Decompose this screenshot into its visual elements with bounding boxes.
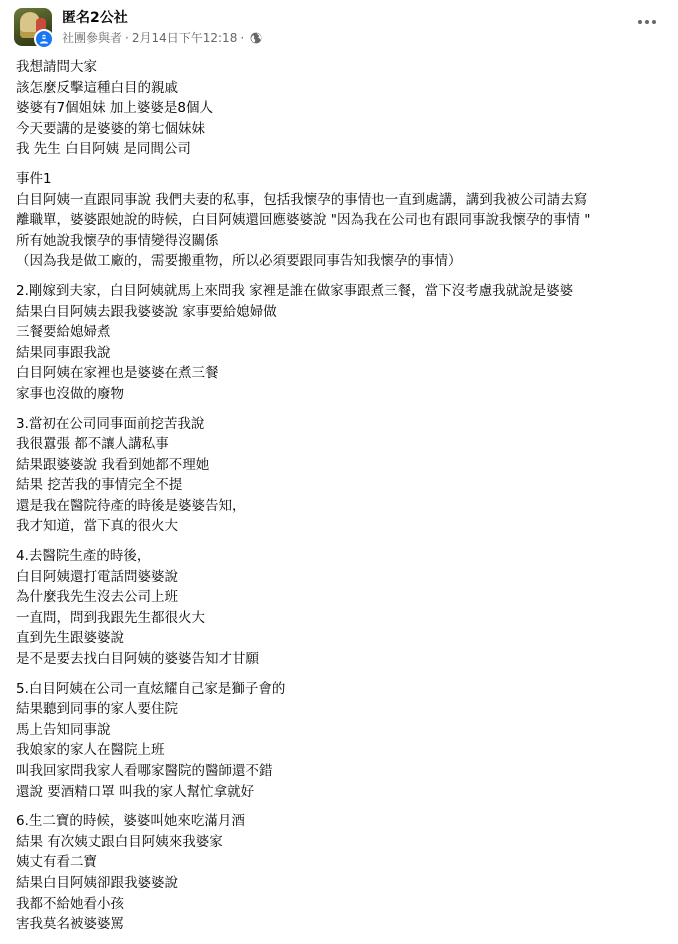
post-text-line: 白目阿姨一直跟同事說 我們夫妻的私事，包括我懷孕的事情也一直到處講，講到我被公司請去寫	[16, 191, 588, 208]
post-text-line: 直到先生跟婆婆說	[16, 630, 124, 647]
post-timestamp[interactable]: 2月14日下午12:18	[131, 31, 238, 45]
post-text-line: 還是我在醫院待產的時後是婆婆告知，	[16, 497, 246, 514]
anonymous-icon	[38, 33, 50, 45]
more-dots-icon	[645, 20, 649, 24]
post-paragraph	[16, 169, 664, 272]
post-text-line: 結果同事跟我說	[16, 344, 111, 361]
post-text-line: 2.剛嫁到夫家，白目阿姨就馬上來問我 家裡是誰在做家事跟煮三餐，當下沒考慮我就說是婆婆	[16, 282, 574, 299]
post-text-line: 我 先生 白目阿姨 是同間公司	[16, 141, 191, 158]
more-dots-icon	[638, 20, 642, 24]
post-text-line: 我娘家的家人在醫院上班	[16, 742, 165, 759]
post-text-line: 我想請問大家	[16, 59, 97, 75]
post-text-line: 一直問，問到我跟先生都很火大	[16, 609, 205, 626]
more-options-button[interactable]	[634, 12, 660, 32]
post-paragraph	[16, 414, 664, 538]
post-header	[14, 6, 670, 50]
post-text-line: 離職單，婆婆跟她說的時候，白目阿姨還回應婆婆說 "因為我在公司也有跟同事說我懷孕的事情 "	[16, 212, 591, 229]
post-text-line: 今天要講的是婆婆的第七個妹妹	[16, 120, 205, 137]
post-text-line: 4.去醫院生產的時後，	[16, 548, 151, 565]
group-name-link[interactable]: 匿名2公社	[62, 10, 128, 26]
anonymous-member-badge	[34, 29, 54, 49]
post-text-line: 事件1	[16, 170, 52, 187]
post-text-line: 三餐要給媳婦煮	[16, 324, 111, 341]
post-text-line: 結果 挖苦我的事情完全不提	[16, 477, 183, 494]
post-paragraph	[16, 811, 664, 935]
post-text-line: 家事也沒做的廢物	[16, 385, 124, 402]
post-text-line: 我都不給她看小孩	[16, 895, 124, 912]
post-text-line: 所有她說我懷孕的事情變得沒關係	[16, 232, 219, 249]
post-text-line: 3.當初在公司同事面前挖苦我說	[16, 415, 205, 432]
meta-separator-2: ·	[240, 31, 245, 45]
post-text-line: 結果白目阿姨去跟我婆婆說 家事要給媳婦做	[16, 303, 277, 320]
post-text-line: 姨丈有看二寶	[16, 854, 97, 871]
author-role: 社團參與者	[62, 31, 123, 45]
post-text-line: 結果聽到同事的家人要住院	[16, 701, 178, 718]
post-meta	[62, 30, 262, 46]
post-text-line: 我才知道，當下真的很火大	[16, 518, 178, 535]
post-text-line: 叫我回家問我家人看哪家醫院的醫師還不錯	[16, 763, 273, 779]
post-text-line: 馬上告知同事說	[16, 721, 111, 738]
post-text-line: 該怎麼反擊這種白目的親戚	[16, 79, 178, 96]
post-text-line: 害我莫名被婆婆罵	[16, 916, 124, 933]
post-text-line: 白目阿姨還打電話問婆婆說	[16, 568, 178, 585]
globe-icon[interactable]	[250, 32, 262, 44]
post-paragraph	[16, 679, 664, 803]
post-paragraph	[16, 546, 664, 670]
post-text-line: 結果 有次姨丈跟白目阿姨來我婆家	[16, 833, 223, 850]
post-text-line: 5.白目阿姨在公司一直炫耀自己家是獅子會的	[16, 680, 286, 697]
meta-separator: ·	[125, 31, 129, 45]
post-text-line: 是不是要去找白目阿姨的婆婆告知才甘願	[16, 651, 259, 668]
post-text-line: 還說 要酒精口罩 叫我的家人幫忙拿就好	[16, 783, 255, 800]
post-text-line: 結果跟婆婆說 我看到她都不理她	[16, 456, 210, 473]
post-text-line: 婆婆有7個姐妹 加上婆婆是8個人	[16, 100, 213, 117]
post-text-line: 白目阿姨在家裡也是婆婆在煮三餐	[16, 365, 219, 382]
post-text-line: 我很囂張 都不讓人講私事	[16, 436, 169, 453]
post-text-line: 為什麼我先生沒去公司上班	[16, 589, 178, 606]
post-text-line: 6.生二寶的時候，婆婆叫她來吃滿月酒	[16, 813, 245, 830]
post-paragraph	[16, 281, 664, 405]
post-paragraph	[16, 57, 664, 160]
more-dots-icon	[652, 20, 656, 24]
post-text-line: （因為我是做工廠的，需要搬重物，所以必須要跟同事告知我懷孕的事情）	[16, 253, 462, 270]
post-text-line: 結果白目阿姨卻跟我婆婆說	[16, 874, 178, 891]
post-body	[16, 57, 664, 944]
